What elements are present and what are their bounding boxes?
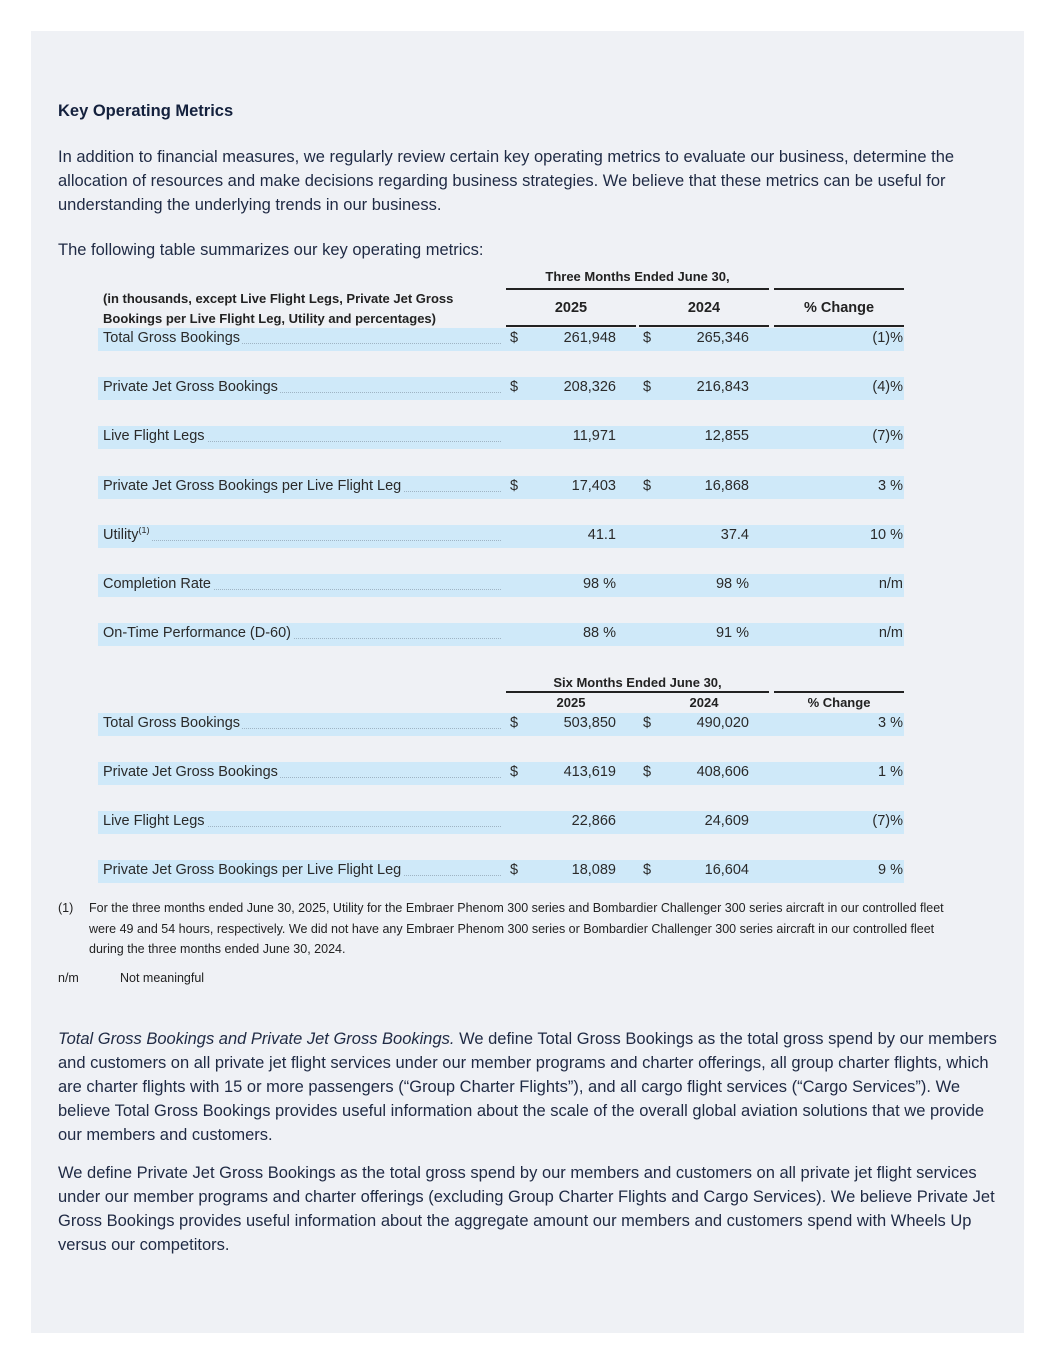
- currency-2024: $: [643, 764, 652, 780]
- col-rule-2024: [639, 325, 769, 327]
- intro-paragraph: In addition to financial measures, we regularly review certain key operating metrics to evaluate our business, determine the allocation of resources and make decisions regarding business strategies. We believe that these metrics can be useful for understanding the underlying trends in our business.: [58, 148, 955, 214]
- definition-private-jet-gross-bookings: We define Private Jet Gross Bookings as the total gross spend by our members and customers on all private jet flight services under our member programs and charter offerings (excluding Group Charter Flights and Cargo Services). We believe Private Jet Gross Bookings provides useful information about the aggregate amount our members and customers spend with Wheels Up versus our competitors.: [58, 1164, 995, 1254]
- row-label-text: Live Flight Legs: [103, 813, 205, 829]
- percent-change: n/m: [878, 625, 903, 642]
- change-top-rule: [774, 288, 904, 290]
- footnote-text: For the three months ended June 30, 2025, Utility for the Embraer Phenom 300 series and Bombardier Challenger 300 series aircraft in our controlled fleet were 49 and 54 hours, respectively. We did not have any Embraer Phenom 300 series or Bombardier Challenger 300 series aircraft in our controlled fleet during the three months ended June 30, 2024.: [89, 901, 944, 956]
- currency-2025: $: [510, 862, 519, 878]
- currency-2025: $: [510, 477, 519, 494]
- value-2025: 88 %: [582, 625, 616, 642]
- table-row: [98, 476, 904, 499]
- currency-2024: $: [643, 477, 652, 494]
- value-2024: 91 %: [715, 625, 749, 642]
- section-heading: Key Operating Metrics: [58, 102, 234, 120]
- percent-change: (1)%: [872, 330, 903, 346]
- percent-change: 3 %: [878, 715, 903, 731]
- footnote-number: (1): [58, 901, 74, 915]
- col-header-2025: 2025: [554, 300, 588, 316]
- percent-change: (7)%: [872, 813, 903, 829]
- table-intro: The following table summarizes our key operating metrics:: [58, 241, 484, 259]
- row-label: [103, 379, 501, 397]
- value-2025: 98 %: [582, 576, 616, 592]
- col-rule-2025: [506, 325, 636, 327]
- period-header: Three Months Ended June 30,: [545, 269, 730, 284]
- units-label: (in thousands, except Live Flight Legs, Private Jet Gross Bookings per Live Flight Leg, Utility and percentages): [103, 291, 454, 326]
- row-label: [103, 330, 501, 348]
- currency-2025: $: [510, 379, 519, 396]
- table-row: [98, 328, 904, 351]
- col-header-2025: 2025: [556, 695, 586, 710]
- table-row: [98, 860, 904, 883]
- row-label-text: Total Gross Bookings: [103, 715, 241, 731]
- percent-change: 9 %: [878, 862, 903, 878]
- value-2025: 11,971: [572, 428, 616, 445]
- value-2025: 261,948: [563, 330, 616, 346]
- value-2024: 216,843: [696, 379, 749, 396]
- percent-change: (4)%: [872, 379, 903, 396]
- row-label-text: Private Jet Gross Bookings per Live Flight Leg: [103, 862, 402, 878]
- row-label: [103, 764, 501, 782]
- value-2025: 208,326: [563, 379, 616, 396]
- currency-2024: $: [643, 379, 652, 396]
- col-header-2024: 2024: [687, 300, 721, 316]
- row-label: [103, 625, 501, 643]
- table-row: [98, 623, 904, 646]
- currency-2024: $: [643, 715, 652, 731]
- value-2024: 265,346: [696, 330, 749, 346]
- col-header-change: % Change: [803, 300, 875, 316]
- table-row: [98, 525, 904, 548]
- currency-2025: $: [510, 715, 519, 731]
- currency-2025: $: [510, 764, 519, 780]
- period-header: Six Months Ended June 30,: [553, 675, 722, 690]
- percent-change: 10 %: [869, 526, 903, 543]
- row-label: [103, 527, 501, 545]
- row-label: [103, 428, 501, 446]
- row-label: [103, 715, 501, 733]
- value-2025: 17,403: [571, 477, 616, 494]
- nm-text: Not meaningful: [120, 971, 205, 985]
- table-row: [98, 574, 904, 597]
- row-label: [103, 862, 501, 880]
- period-rule: [506, 691, 769, 693]
- value-2024: 37.4: [720, 526, 749, 543]
- table-row: [98, 377, 904, 400]
- percent-change: 3 %: [878, 477, 903, 494]
- definition-total-gross-bookings: [58, 1027, 998, 1147]
- row-label-text: Live Flight Legs: [103, 428, 205, 445]
- percent-change: (7)%: [872, 428, 903, 445]
- six-months-table: [98, 672, 904, 887]
- percent-change: 1 %: [878, 764, 903, 780]
- row-label: [103, 478, 501, 496]
- col-header-change: % Change: [807, 695, 871, 710]
- change-top-rule: [774, 691, 904, 693]
- percent-change: n/m: [878, 576, 903, 592]
- definition-text: We define Total Gross Bookings as the total gross spend by our members and customers on all private jet flight services under our member programs and charter offerings, all group charter flights, which are charter flights with 15 or more passengers (“Group Charter Flights”), and all cargo flight services (“Cargo Services”). We believe Total Gross Bookings provides useful information about the scale of the overall global aviation solutions that we provide our members and customers.: [58, 1030, 997, 1144]
- row-label-text: Utility: [103, 526, 139, 543]
- value-2024: 490,020: [696, 715, 749, 731]
- row-label-text: Total Gross Bookings: [103, 330, 241, 346]
- currency-2025: $: [510, 330, 519, 346]
- table-row: [98, 811, 904, 834]
- row-label-text: Private Jet Gross Bookings per Live Flight Leg: [103, 477, 402, 494]
- col-rule-change: [774, 325, 904, 327]
- table-row: [98, 713, 904, 736]
- value-2024: 24,609: [704, 813, 749, 829]
- value-2025: 413,619: [563, 764, 616, 780]
- definition-lead: Total Gross Bookings and Private Jet Gross Bookings.: [58, 1030, 455, 1048]
- value-2024: 12,855: [704, 428, 749, 445]
- value-2025: 22,866: [571, 813, 616, 829]
- value-2025: 41.1: [587, 526, 616, 543]
- table-row: [98, 426, 904, 449]
- col-header-2024: 2024: [689, 695, 719, 710]
- nm-abbr: n/m: [58, 971, 79, 985]
- row-label-text: On-Time Performance (D-60): [103, 625, 292, 642]
- value-2024: 16,604: [704, 862, 749, 878]
- three-months-table: [98, 262, 904, 647]
- value-2025: 18,089: [571, 862, 616, 878]
- currency-2024: $: [643, 862, 652, 878]
- row-label: [103, 576, 501, 594]
- value-2024: 16,868: [704, 477, 749, 494]
- row-label-text: Private Jet Gross Bookings: [103, 764, 278, 780]
- value-2024: 408,606: [696, 764, 749, 780]
- row-label-text: Private Jet Gross Bookings: [103, 379, 278, 396]
- currency-2024: $: [643, 330, 652, 346]
- row-label: [103, 813, 501, 831]
- row-label-text: Completion Rate: [103, 576, 211, 592]
- footnote-ref: (1): [138, 526, 150, 535]
- period-rule: [506, 288, 769, 290]
- value-2024: 98 %: [715, 576, 749, 592]
- value-2025: 503,850: [563, 715, 616, 731]
- table-row: [98, 762, 904, 785]
